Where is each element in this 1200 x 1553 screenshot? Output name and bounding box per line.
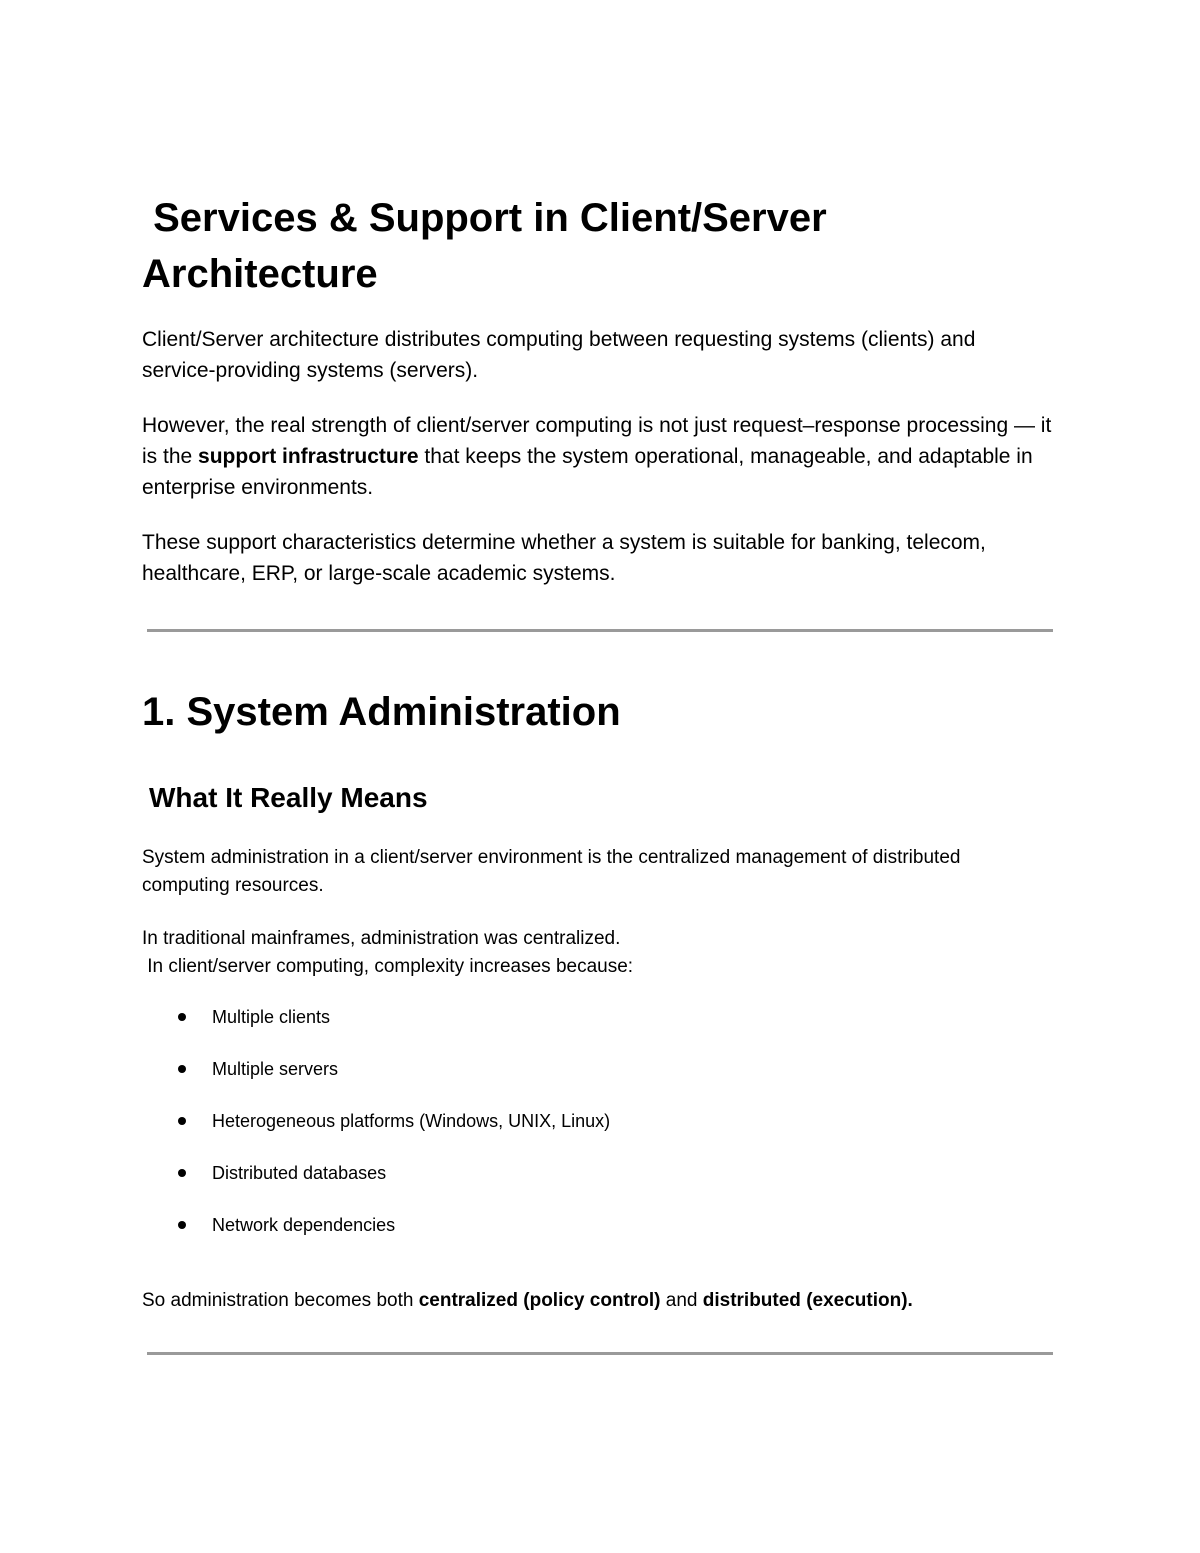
list-item xyxy=(142,1004,610,1056)
horizontal-divider xyxy=(147,629,1053,632)
list-item xyxy=(142,1056,610,1108)
summary-text-a: So administration becomes both xyxy=(142,1290,419,1311)
administration-summary xyxy=(142,1287,1052,1315)
section-paragraph-2-line-1: In traditional mainframes, administration was centralized. xyxy=(142,928,621,949)
summary-text-b: and xyxy=(660,1290,703,1311)
list-item-text: Distributed databases xyxy=(212,1163,387,1183)
section-paragraph-2 xyxy=(142,925,1052,981)
support-infrastructure-emphasis: support infrastructure xyxy=(198,445,419,468)
bullet-icon xyxy=(178,1065,186,1073)
document-title-text: Services & Support in Client/Server Architecture xyxy=(142,196,827,296)
list-item-text: Multiple servers xyxy=(212,1059,339,1079)
horizontal-divider xyxy=(147,1352,1053,1355)
section-heading-system-administration: 1. System Administration xyxy=(142,690,621,734)
subheading-what-it-really-means: What It Really Means xyxy=(149,782,428,813)
list-item-text: Heterogeneous platforms (Windows, UNIX, Linux) xyxy=(212,1111,611,1131)
bullet-icon xyxy=(178,1013,186,1021)
intro-paragraph-2-text-b: that keeps the system operational, manageable, and adaptable in enterprise environments. xyxy=(142,445,1033,499)
intro-paragraph-3: These support characteristics determine whether a system is suitable for banking, telecom, healthcare, ERP, or large-scale academic systems. xyxy=(142,531,986,585)
bullet-icon xyxy=(178,1221,186,1229)
bullet-icon xyxy=(178,1117,186,1125)
intro-paragraph-2 xyxy=(142,410,1052,503)
intro-paragraph-2-text-a: However, the real strength of client/server computing is not just request–response processing — it is the xyxy=(142,414,1052,468)
section-paragraph-2-line-2: In client/server computing, complexity increases because: xyxy=(142,956,634,977)
section-paragraph-1: System administration in a client/server environment is the centralized management of distributed computing resources. xyxy=(142,847,961,896)
centralized-emphasis: centralized (policy control) xyxy=(418,1290,661,1311)
intro-paragraph-1: Client/Server architecture distributes computing between requesting systems (clients) and service-providing systems (servers). xyxy=(142,328,976,382)
list-item xyxy=(142,1212,610,1264)
list-item-text: Network dependencies xyxy=(212,1215,396,1235)
list-item xyxy=(142,1160,610,1212)
complexity-bullet-list xyxy=(142,1004,610,1264)
bullet-icon xyxy=(178,1169,186,1177)
list-item xyxy=(142,1108,610,1160)
document-title xyxy=(142,190,1042,302)
list-item-text: Multiple clients xyxy=(212,1007,331,1027)
distributed-emphasis: distributed (execution). xyxy=(702,1290,913,1311)
